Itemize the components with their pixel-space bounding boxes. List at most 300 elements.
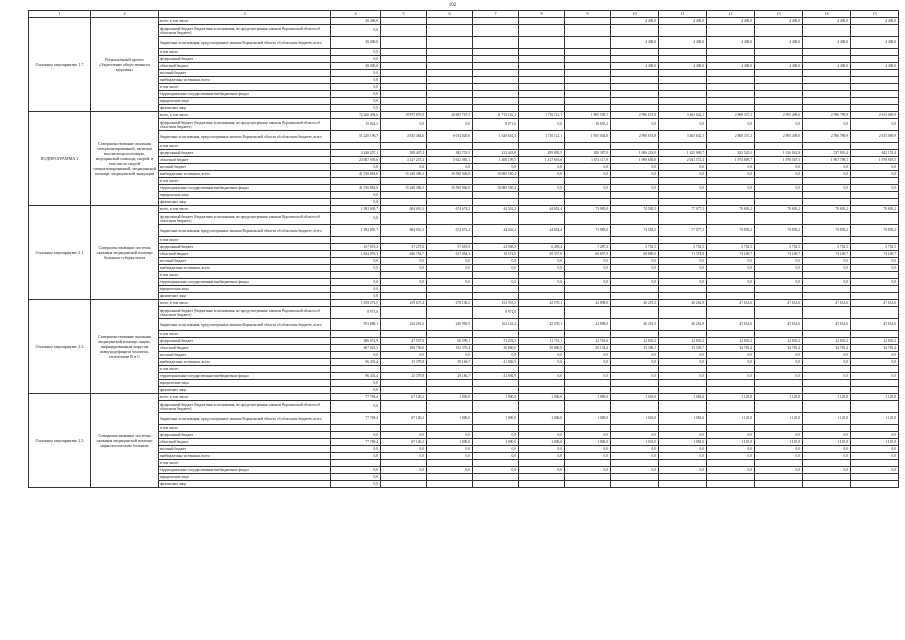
- amount-cell: 0,0: [611, 352, 659, 359]
- amount-cell: 74 582,5: [611, 225, 659, 237]
- amount-cell: 12 833,2: [611, 338, 659, 345]
- amount-cell: 1 082,6: [659, 439, 707, 446]
- amount-cell: [473, 91, 519, 98]
- amount-cell: 0,0: [331, 84, 381, 91]
- amount-cell: [851, 307, 899, 319]
- funding-source-label: федеральный бюджет: [159, 244, 331, 251]
- funding-source-label: федеральный бюджет (бюджетные ассигнования, не предусмотренные законом Воронежской области об областном бюджете): [159, 401, 331, 413]
- amount-cell: 0,0: [519, 453, 565, 460]
- amount-cell: [565, 272, 611, 279]
- amount-cell: 537 991,4: [803, 150, 851, 157]
- amount-cell: [659, 192, 707, 199]
- table-row: [29, 185, 899, 192]
- table-row: [29, 112, 899, 119]
- amount-cell: [427, 331, 473, 338]
- amount-cell: [519, 98, 565, 105]
- amount-cell: 0,0: [851, 119, 899, 131]
- amount-cell: 4 400,0: [707, 37, 755, 49]
- table-row: [29, 25, 899, 37]
- amount-cell: 0,0: [611, 119, 659, 131]
- amount-cell: [755, 70, 803, 77]
- amount-cell: 79 803,2: [755, 206, 803, 213]
- column-number-9: 9: [565, 11, 611, 18]
- amount-cell: [659, 286, 707, 293]
- column-number-15: 15: [851, 11, 899, 18]
- amount-cell: [851, 366, 899, 373]
- amount-cell: [331, 178, 381, 185]
- amount-cell: [851, 387, 899, 394]
- page-number: 102: [448, 3, 457, 8]
- amount-cell: [755, 293, 803, 300]
- amount-cell: 0,0: [519, 258, 565, 265]
- amount-cell: 646 752,7: [381, 251, 427, 258]
- amount-cell: 16 590 946,9: [427, 171, 473, 178]
- funding-source-label: бюджетные ассигнования, предусмотренные законом Воронежской области об областном бюджете, всего: [159, 319, 331, 331]
- amount-cell: [611, 293, 659, 300]
- amount-cell: 1 955 004,8: [565, 131, 611, 143]
- amount-cell: 0,0: [755, 279, 803, 286]
- amount-cell: [659, 56, 707, 63]
- amount-cell: 0,0: [381, 119, 427, 131]
- amount-cell: 44 852,4: [519, 206, 565, 213]
- amount-cell: [381, 56, 427, 63]
- amount-cell: [381, 387, 427, 394]
- amount-cell: 0,0: [565, 352, 611, 359]
- amount-cell: 5 632 085,1: [427, 157, 473, 164]
- amount-cell: [473, 25, 519, 37]
- funding-source-label: в том числе:: [159, 178, 331, 185]
- amount-cell: [565, 401, 611, 413]
- amount-cell: 38 357,0: [519, 251, 565, 258]
- amount-cell: [473, 143, 519, 150]
- financing-table: [28, 10, 899, 488]
- financing-table-sheet: [28, 10, 898, 488]
- funding-source-label: бюджетные ассигнования, предусмотренные законом Воронежской области об областном бюджете, всего: [159, 131, 331, 143]
- amount-cell: 0,0: [803, 432, 851, 439]
- amount-cell: 0,0: [659, 453, 707, 460]
- amount-cell: [519, 460, 565, 467]
- amount-cell: 0,0: [473, 258, 519, 265]
- amount-cell: 1 000,0: [565, 394, 611, 401]
- amount-cell: [381, 331, 427, 338]
- amount-cell: 34 781,4: [851, 345, 899, 352]
- program-name-cell: Совершенствование системы оказания медицинской помощи наркологическим больным: [91, 394, 159, 488]
- amount-cell: 0,0: [755, 265, 803, 272]
- amount-cell: 0,0: [519, 467, 565, 474]
- amount-cell: 1 000,0: [565, 439, 611, 446]
- amount-cell: [659, 387, 707, 394]
- amount-cell: [427, 307, 473, 319]
- amount-cell: 30 134,4: [565, 345, 611, 352]
- amount-cell: 4 400,0: [707, 18, 755, 25]
- amount-cell: 0,0: [611, 359, 659, 366]
- column-number-8: 8: [519, 11, 565, 18]
- amount-cell: [755, 380, 803, 387]
- amount-cell: [755, 237, 803, 244]
- amount-cell: 4 400,0: [755, 63, 803, 70]
- amount-cell: 1 967 798,5: [803, 157, 851, 164]
- amount-cell: [473, 380, 519, 387]
- table-body: [29, 18, 899, 488]
- amount-cell: [851, 98, 899, 105]
- amount-cell: 4 400,0: [611, 37, 659, 49]
- amount-cell: 1 125,9: [851, 439, 899, 446]
- amount-cell: 46 262,9: [659, 300, 707, 307]
- amount-cell: [519, 307, 565, 319]
- amount-cell: 4 400,0: [659, 63, 707, 70]
- amount-cell: 68 880,0: [611, 251, 659, 258]
- amount-cell: 0,0: [427, 453, 473, 460]
- amount-cell: [381, 63, 427, 70]
- amount-cell: 5 702,5: [803, 244, 851, 251]
- table-row: [29, 300, 899, 307]
- amount-cell: 0,0: [611, 265, 659, 272]
- amount-cell: [427, 49, 473, 56]
- amount-cell: [473, 331, 519, 338]
- amount-cell: 8 971,0: [331, 307, 381, 319]
- amount-cell: [427, 25, 473, 37]
- amount-cell: 8 971,0: [473, 307, 519, 319]
- program-group-cell: Основное мероприятие 2.2: [29, 300, 91, 394]
- amount-cell: [381, 192, 427, 199]
- amount-cell: 0,0: [755, 373, 803, 380]
- amount-cell: [565, 387, 611, 394]
- amount-cell: 0,0: [851, 265, 899, 272]
- amount-cell: [473, 84, 519, 91]
- amount-cell: 1 408 199,5: [473, 157, 519, 164]
- amount-cell: 0,0: [659, 432, 707, 439]
- column-number-5: 5: [381, 11, 427, 18]
- amount-cell: [659, 25, 707, 37]
- amount-cell: [565, 192, 611, 199]
- amount-cell: 72 266 494,6: [331, 112, 381, 119]
- amount-cell: [707, 380, 755, 387]
- amount-cell: [519, 474, 565, 481]
- amount-cell: [611, 105, 659, 112]
- amount-cell: [851, 199, 899, 206]
- amount-cell: [519, 77, 565, 84]
- amount-cell: 4 400,0: [755, 18, 803, 25]
- amount-cell: 4 400,0: [803, 63, 851, 70]
- column-number-6: 6: [427, 11, 473, 18]
- table-row: [29, 286, 899, 293]
- amount-cell: [803, 105, 851, 112]
- amount-cell: [565, 286, 611, 293]
- amount-cell: 4 400,0: [659, 18, 707, 25]
- table-row: [29, 63, 899, 70]
- amount-cell: 5 702,5: [659, 244, 707, 251]
- funding-source-label: физические лица: [159, 105, 331, 112]
- amount-cell: 0,0: [803, 373, 851, 380]
- amount-cell: 0,0: [473, 432, 519, 439]
- amount-cell: [611, 84, 659, 91]
- amount-cell: [381, 286, 427, 293]
- amount-cell: 24 946,2: [473, 244, 519, 251]
- amount-cell: [381, 105, 427, 112]
- amount-cell: [611, 425, 659, 432]
- amount-cell: 1 125,9: [707, 413, 755, 425]
- table-row: [29, 192, 899, 199]
- amount-cell: [755, 178, 803, 185]
- amount-cell: 0,0: [851, 164, 899, 171]
- amount-cell: 0,0: [755, 453, 803, 460]
- amount-cell: 77 769,4: [331, 413, 381, 425]
- amount-cell: 0,0: [331, 98, 381, 105]
- amount-cell: [473, 401, 519, 413]
- amount-cell: 10 085 550,4: [473, 185, 519, 192]
- amount-cell: 1 716 112,1: [519, 112, 565, 119]
- amount-cell: [707, 199, 755, 206]
- amount-cell: 0,0: [659, 373, 707, 380]
- amount-cell: 0,0: [427, 265, 473, 272]
- amount-cell: [381, 25, 427, 37]
- amount-cell: 1 620 641,3: [473, 131, 519, 143]
- amount-cell: 278 136,2: [427, 300, 473, 307]
- amount-cell: 1 125,9: [803, 394, 851, 401]
- amount-cell: [381, 91, 427, 98]
- amount-cell: [851, 237, 899, 244]
- amount-cell: 12 833,2: [707, 338, 755, 345]
- amount-cell: [519, 49, 565, 56]
- table-row: [29, 164, 899, 171]
- table-row: [29, 453, 899, 460]
- amount-cell: 1 974 809,7: [707, 157, 755, 164]
- amount-cell: 1 000,0: [427, 439, 473, 446]
- amount-cell: 0,0: [519, 446, 565, 453]
- amount-cell: [473, 77, 519, 84]
- amount-cell: 0,0: [427, 119, 473, 131]
- amount-cell: 71 374,8: [659, 251, 707, 258]
- amount-cell: [381, 143, 427, 150]
- amount-cell: [851, 460, 899, 467]
- funding-source-label: всего, в том числе:: [159, 300, 331, 307]
- amount-cell: [565, 84, 611, 91]
- amount-cell: 0,0: [755, 119, 803, 131]
- amount-cell: 34 781,4: [803, 345, 851, 352]
- amount-cell: [565, 77, 611, 84]
- amount-cell: 0,0: [331, 286, 381, 293]
- amount-cell: 1 125,9: [851, 413, 899, 425]
- amount-cell: [755, 307, 803, 319]
- amount-cell: 280 387,0: [565, 150, 611, 157]
- amount-cell: 286 874,9: [331, 338, 381, 345]
- amount-cell: 186 756,0: [381, 345, 427, 352]
- amount-cell: [565, 237, 611, 244]
- amount-cell: 1 000,0: [427, 394, 473, 401]
- amount-cell: 0,0: [331, 446, 381, 453]
- amount-cell: 0,0: [331, 164, 381, 171]
- amount-cell: 0,0: [707, 265, 755, 272]
- amount-cell: 0,0: [473, 265, 519, 272]
- amount-cell: [565, 70, 611, 77]
- amount-cell: [755, 105, 803, 112]
- amount-cell: [427, 18, 473, 25]
- amount-cell: 0,0: [611, 185, 659, 192]
- amount-cell: 4 400,0: [803, 18, 851, 25]
- amount-cell: 0,0: [707, 164, 755, 171]
- amount-cell: 79 803,2: [803, 206, 851, 213]
- amount-cell: 0,0: [473, 453, 519, 460]
- table-row: [29, 345, 899, 352]
- column-number-12: 12: [707, 11, 755, 18]
- amount-cell: [331, 331, 381, 338]
- amount-cell: 20 605 767,5: [427, 112, 473, 119]
- column-number-1: 1: [29, 11, 91, 18]
- amount-cell: [611, 98, 659, 105]
- amount-cell: [611, 25, 659, 37]
- table-row: [29, 91, 899, 98]
- amount-cell: [707, 56, 755, 63]
- column-number-4: 4: [331, 11, 381, 18]
- amount-cell: 1 059 272,5: [331, 300, 381, 307]
- amount-cell: [519, 84, 565, 91]
- amount-cell: 0,0: [707, 359, 755, 366]
- funding-source-label: федеральный бюджет (бюджетные ассигнования, не предусмотренные законом Воронежской области об областном бюджете): [159, 213, 331, 225]
- amount-cell: 42 570,1: [519, 300, 565, 307]
- amount-cell: 0,0: [381, 453, 427, 460]
- funding-source-label: областной бюджет: [159, 157, 331, 164]
- amount-cell: 1 125,9: [755, 439, 803, 446]
- amount-cell: 0,0: [707, 119, 755, 131]
- amount-cell: [659, 331, 707, 338]
- amount-cell: [611, 49, 659, 56]
- funding-source-label: местный бюджет: [159, 164, 331, 171]
- amount-cell: [473, 37, 519, 49]
- amount-cell: [707, 460, 755, 467]
- amount-cell: [611, 366, 659, 373]
- amount-cell: [427, 213, 473, 225]
- amount-cell: [611, 460, 659, 467]
- amount-cell: [707, 481, 755, 488]
- amount-cell: 0,0: [611, 164, 659, 171]
- funding-source-label: местный бюджет: [159, 70, 331, 77]
- amount-cell: 167 819,2: [331, 244, 381, 251]
- amount-cell: [427, 293, 473, 300]
- amount-cell: 0,0: [519, 373, 565, 380]
- funding-source-label: юридические лица: [159, 192, 331, 199]
- amount-cell: [803, 213, 851, 225]
- amount-cell: [803, 460, 851, 467]
- amount-cell: [755, 143, 803, 150]
- amount-cell: 37 257,6: [381, 244, 427, 251]
- amount-cell: [659, 77, 707, 84]
- amount-cell: [659, 143, 707, 150]
- amount-cell: [427, 401, 473, 413]
- amount-cell: 12 833,2: [755, 338, 803, 345]
- table-row: [29, 439, 899, 446]
- amount-cell: [565, 91, 611, 98]
- amount-cell: [519, 380, 565, 387]
- amount-cell: 0,0: [519, 432, 565, 439]
- amount-cell: [611, 331, 659, 338]
- amount-cell: 684 010,3: [381, 206, 427, 213]
- amount-cell: [755, 84, 803, 91]
- amount-cell: 12 833,2: [851, 338, 899, 345]
- funding-source-label: физические лица: [159, 481, 331, 488]
- amount-cell: [427, 286, 473, 293]
- amount-cell: [381, 18, 427, 25]
- amount-cell: 0,0: [381, 446, 427, 453]
- amount-cell: [707, 401, 755, 413]
- amount-cell: [851, 213, 899, 225]
- amount-cell: [707, 105, 755, 112]
- amount-cell: 0,0: [565, 164, 611, 171]
- amount-cell: 67 140,2: [381, 413, 427, 425]
- table-row: [29, 244, 899, 251]
- funding-source-label: местный бюджет: [159, 352, 331, 359]
- amount-cell: 0,0: [519, 171, 565, 178]
- amount-cell: [803, 425, 851, 432]
- amount-cell: 5 702,5: [851, 244, 899, 251]
- amount-cell: [473, 286, 519, 293]
- amount-cell: 0,0: [659, 185, 707, 192]
- amount-cell: [755, 91, 803, 98]
- amount-cell: [659, 380, 707, 387]
- amount-cell: [331, 237, 381, 244]
- amount-cell: 33 529,7: [659, 345, 707, 352]
- funding-source-label: всего, в том числе:: [159, 18, 331, 25]
- amount-cell: [565, 37, 611, 49]
- amount-cell: 6 495,4: [519, 244, 565, 251]
- amount-cell: [381, 98, 427, 105]
- funding-source-label: в том числе:: [159, 425, 331, 432]
- amount-cell: 96 433,4: [331, 373, 381, 380]
- funding-source-label: всего, в том числе:: [159, 112, 331, 119]
- amount-cell: [473, 387, 519, 394]
- amount-cell: 212 441,8: [473, 150, 519, 157]
- amount-cell: 71 252,3: [473, 338, 519, 345]
- amount-cell: [803, 70, 851, 77]
- amount-cell: [611, 272, 659, 279]
- amount-cell: [803, 474, 851, 481]
- amount-cell: 0,0: [611, 373, 659, 380]
- amount-cell: 4 400,0: [851, 18, 899, 25]
- funding-source-label: областной бюджет: [159, 63, 331, 70]
- amount-cell: 0,0: [331, 258, 381, 265]
- amount-cell: 0,0: [659, 265, 707, 272]
- amount-cell: [611, 286, 659, 293]
- amount-cell: [427, 70, 473, 77]
- amount-cell: [565, 331, 611, 338]
- amount-cell: 4 400,0: [803, 37, 851, 49]
- amount-cell: [659, 307, 707, 319]
- amount-cell: [851, 84, 899, 91]
- column-number-7: 7: [473, 11, 519, 18]
- amount-cell: 0,0: [659, 119, 707, 131]
- amount-cell: [803, 49, 851, 56]
- amount-cell: [851, 143, 899, 150]
- amount-cell: 0,0: [851, 467, 899, 474]
- amount-cell: [611, 474, 659, 481]
- amount-cell: [755, 474, 803, 481]
- amount-cell: 10 085 550,4: [473, 171, 519, 178]
- amount-cell: 0,0: [331, 279, 381, 286]
- amount-cell: 0,0: [707, 279, 755, 286]
- amount-cell: [427, 84, 473, 91]
- amount-cell: 25 379,8: [381, 359, 427, 366]
- amount-cell: [565, 213, 611, 225]
- amount-cell: 0,0: [803, 171, 851, 178]
- funding-source-label: юридические лица: [159, 98, 331, 105]
- amount-cell: [803, 331, 851, 338]
- amount-cell: [659, 401, 707, 413]
- amount-cell: 953 868,1: [331, 319, 381, 331]
- amount-cell: [755, 192, 803, 199]
- amount-cell: [427, 56, 473, 63]
- table-row: [29, 432, 899, 439]
- amount-cell: 0,0: [381, 258, 427, 265]
- amount-cell: 259 675,4: [381, 300, 427, 307]
